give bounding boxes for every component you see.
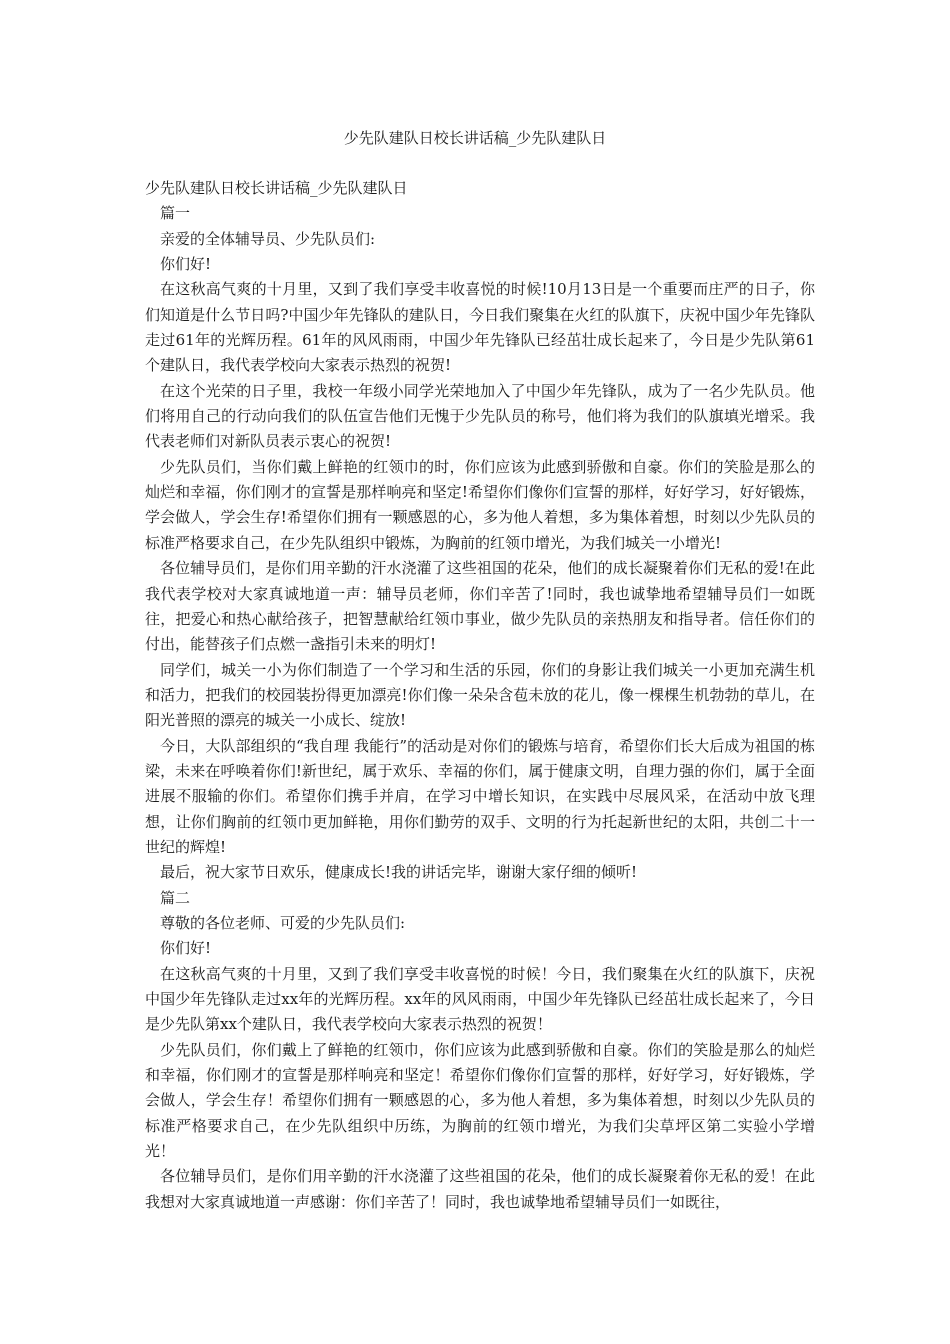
body-heading: 少先队建队日校长讲话稿_少先队建队日 xyxy=(145,179,408,197)
document-body xyxy=(145,176,815,1215)
paragraph: 今日，大队部组织的“我自理 我能行”的活动是对你们的锻炼与培育，希望你们长大后成为祖国的栋梁，未来在呼唤着你们!新世纪，属于欢乐、幸福的你们，属于健康文明，自理力强的你们，属于全面进展不服输的你们。希望你们携手并肩，在学习中增长知识，在实践中尽展风采，在活动中放飞理想，让你们胸前的红领巾更加鲜艳，用你们勤劳的双手、文明的行为托起新世纪的太阳，共创二十一世纪的辉煌! xyxy=(145,736,815,856)
section-label-two: 篇二 xyxy=(160,888,191,907)
paragraph: 在这秋高气爽的十月里，又到了我们享受丰收喜悦的时候！今日，我们聚集在火红的队旗下，庆祝中国少年先锋队走过xx年的光辉历程。xx年的风风雨雨，中国少年先锋队已经茁壮成长起来了，今日是少先队第xx个建队日，我代表学校向大家表示热烈的祝贺！ xyxy=(145,964,815,1034)
section-label-one: 篇一 xyxy=(160,204,191,223)
paragraph: 同学们，城关一小为你们制造了一个学习和生活的乐园，你们的身影让我们城关一小更加充满生机和活力，把我们的校园装扮得更加漂亮!你们像一朵朵含苞未放的花儿，像一棵棵生机勃勃的草儿，在阳光普照的漂亮的城关一小成长、绽放! xyxy=(145,660,815,730)
salutation: 亲爱的全体辅导员、少先队员们: xyxy=(160,229,376,248)
paragraph: 在这个光荣的日子里，我校一年级小同学光荣地加入了中国少年先锋队，成为了一名少先队员。他们将用自己的行动向我们的队伍宣告他们无愧于少先队员的称号，他们将为我们的队旗填光增采。我代表老师们对新队员表示衷心的祝贺! xyxy=(145,381,815,451)
paragraph: 各位辅导员们，是你们用辛勤的汗水浇灌了这些祖国的花朵，他们的成长凝聚着你们无私的爱!在此我代表学校对大家真诚地道一声：辅导员老师，你们辛苦了!同时，我也诚挚地希望辅导员们一如既往，把爱心和热心献给孩子，把智慧献给红领巾事业，做少先队员的亲热朋友和指导者。信任你们的付出，能替孩子们点燃一盏指引未来的明灯! xyxy=(145,559,815,654)
greeting: 你们好! xyxy=(160,939,212,958)
document-title: 少先队建队日校长讲话稿_少先队建队日 xyxy=(343,129,607,147)
paragraph: 少先队员们，你们戴上了鲜艳的红领巾，你们应该为此感到骄傲和自豪。你们的笑脸是那么的灿烂和幸福，你们刚才的宣誓是那样响亮和坚定！希望你们像你们宣誓的那样，好好学习，好好锻炼，学会做人，学会生存！希望你们拥有一颗感恩的心，多为他人着想，多为集体着想，时刻以少先队员的标准严格要求自己，在少先队组织中历练，为胸前的红领巾增光，为我们尖草坪区第二实验小学增光！ xyxy=(145,1040,815,1161)
paragraph: 在这秋高气爽的十月里，又到了我们享受丰收喜悦的时候!10月13日是一个重要而庄严的日子，你们知道是什么节日吗?中国少年先锋队的建队日，今日我们聚集在火红的队旗下，庆祝中国少年先锋队走过61年的光辉历程。61年的风风雨雨，中国少年先锋队已经茁壮成长起来了，今日是少先队第61个建队日，我代表学校向大家表示热烈的祝贺! xyxy=(145,280,815,375)
salutation: 尊敬的各位老师、可爱的少先队员们: xyxy=(160,913,406,932)
paragraph: 各位辅导员们，是你们用辛勤的汗水浇灌了这些祖国的花朵，他们的成长凝聚着你无私的爱！在此我想对大家真诚地道一声感谢：你们辛苦了！同时，我也诚挚地希望辅导员们一如既往， xyxy=(145,1167,815,1211)
paragraph: 少先队员们，当你们戴上鲜艳的红领巾的时，你们应该为此感到骄傲和自豪。你们的笑脸是那么的灿烂和幸福，你们刚才的宣誓是那样响亮和坚定!希望你们像你们宣誓的那样，好好学习，好好锻炼，学会做人，学会生存!希望你们拥有一颗感恩的心，多为他人着想，多为集体着想，时刻以少先队员的标准严格要求自己，在少先队组织中锻炼，为胸前的红领巾增光，为我们城关一小增光! xyxy=(145,457,815,552)
greeting: 你们好! xyxy=(160,255,212,274)
closing-paragraph: 最后，祝大家节日欢乐，健康成长!我的讲话完毕，谢谢大家仔细的倾听! xyxy=(160,863,638,882)
